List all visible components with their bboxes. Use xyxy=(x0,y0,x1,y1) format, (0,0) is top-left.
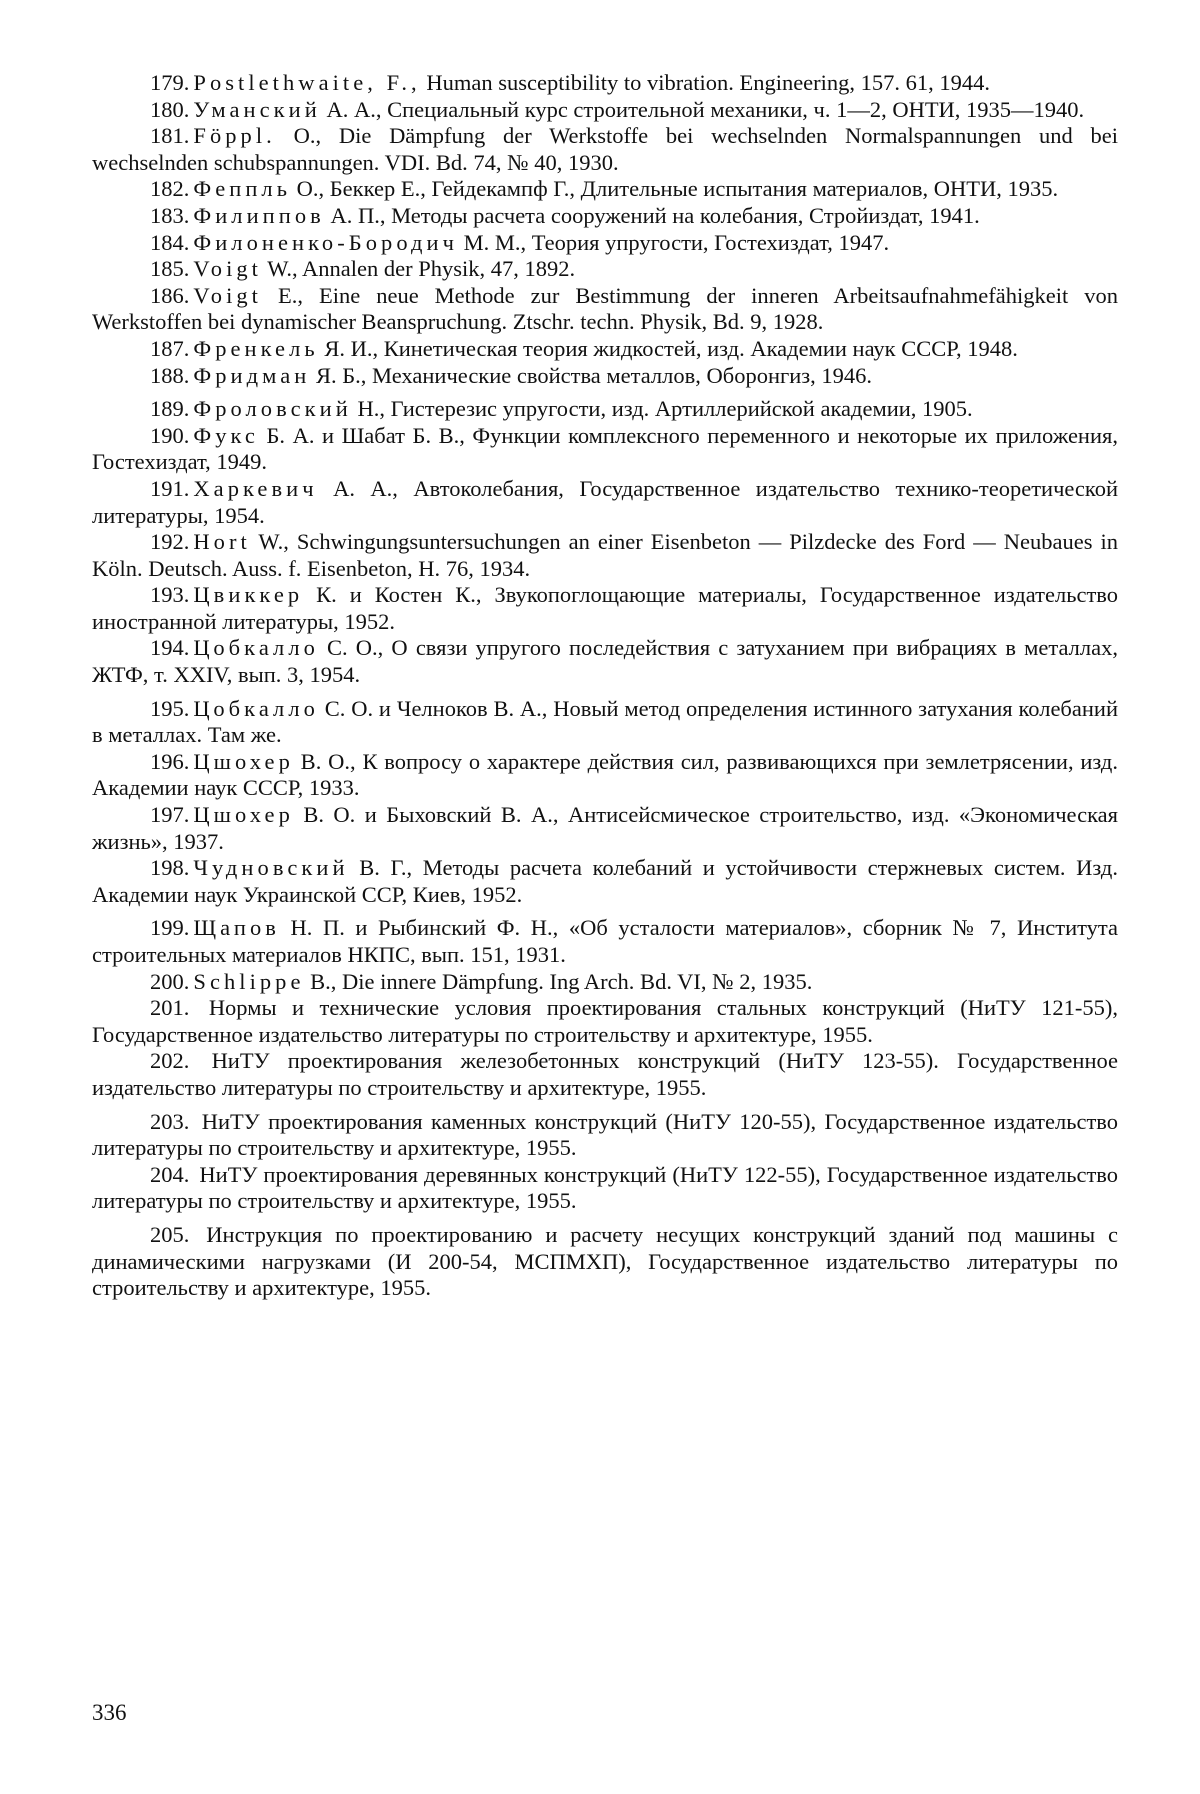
entry-author: Фридман xyxy=(193,362,311,388)
entry-text: W., Annalen der Physik, 47, 1892. xyxy=(261,256,576,282)
entry-number: 199. xyxy=(150,915,190,941)
bib-entry-179 xyxy=(92,70,1118,97)
bib-entry-192 xyxy=(92,529,1118,582)
bib-entry-187 xyxy=(92,336,1118,363)
entry-author: Френкель xyxy=(193,335,319,361)
bib-entry-196 xyxy=(92,749,1118,802)
bib-entry-203 xyxy=(92,1109,1118,1162)
entry-number: 186. xyxy=(150,282,190,308)
bib-entry-191 xyxy=(92,476,1118,529)
entry-number: 184. xyxy=(150,229,190,255)
entry-text: С. О., О связи упругого последействия с затуханием при вибрациях в металлах, ЖТФ, т. XXIV, вып. 3, 1954. xyxy=(92,635,1118,688)
entry-number: 188. xyxy=(150,362,190,388)
bibliography-page xyxy=(92,70,1118,1302)
entry-text: В. О. и Быховский В. А., Антисейсмическое строительство, изд. «Экономическая жизнь», 1937. xyxy=(92,802,1118,854)
entry-author: Филоненко-Бородич xyxy=(193,229,458,255)
entry-text: E., Eine neue Methode zur Bestimmung der inneren Arbeitsaufnahmefähigkeit von Werkstoffen bei dynamischer Beanspruchung. Ztschr. techn. Physik, Bd. 9, 1928. xyxy=(92,282,1118,335)
entry-text: O., Die Dämpfung der Werkstoffe bei wechselnden Normalspannungen und bei wechselnden schubspannungen. VDI. Bd. 74, № 40, 1930. xyxy=(92,123,1118,175)
entry-number: 204. xyxy=(150,1161,190,1187)
entry-number: 195. xyxy=(150,695,190,721)
entry-author: Postlethwaite, F., xyxy=(193,70,421,95)
entry-author: Фукс xyxy=(193,422,259,448)
entry-number: 187. xyxy=(150,335,190,361)
entry-author: Цшохер xyxy=(193,802,294,828)
entry-number: 192. xyxy=(150,529,190,555)
bib-entry-186 xyxy=(92,283,1118,336)
entry-text: В. О., К вопросу о характере действия сил, развивающихся при землетрясении, изд. Академии наук СССР, 1933. xyxy=(92,748,1118,801)
entry-author: Харкевич xyxy=(193,475,318,501)
entry-text: НиТУ проектирования деревянных конструкций (НиТУ 122-55), Государственное издательство литературы по строительству и архитектуре, 1955. xyxy=(92,1161,1118,1214)
entry-text: Я. И., Кинетическая теория жидкостей, изд. Академии наук СССР, 1948. xyxy=(318,335,1018,361)
entry-text: Н. П. и Рыбинский Ф. Н., «Об усталости материалов», сборник № 7, Института строительных материалов НКПС, вып. 151, 1931. xyxy=(92,915,1118,967)
entry-text: М. М., Теория упругости, Гостехиздат, 1947. xyxy=(457,229,890,255)
entry-number: 183. xyxy=(150,202,190,228)
entry-author: Уманский xyxy=(193,96,321,122)
entry-text: А. П., Методы расчета сооружений на колебания, Стройиздат, 1941. xyxy=(324,202,980,228)
entry-author: Чудновский xyxy=(193,855,349,881)
entry-text: В. Г., Методы расчета колебаний и устойчивости стержневых систем. Изд. Академии наук Украинской ССР, Киев, 1952. xyxy=(92,855,1118,907)
bib-entry-205 xyxy=(92,1222,1118,1302)
entry-number: 201. xyxy=(150,995,190,1021)
entry-text: Я. Б., Механические свойства металлов, Оборонгиз, 1946. xyxy=(310,362,873,388)
entry-number: 202. xyxy=(150,1048,190,1074)
bib-entry-198 xyxy=(92,855,1118,908)
entry-number: 196. xyxy=(150,748,190,774)
bib-entry-180 xyxy=(92,97,1118,124)
bib-entry-197 xyxy=(92,802,1118,855)
entry-author: Цшохер xyxy=(193,748,294,774)
bib-entry-200 xyxy=(92,969,1118,996)
entry-number: 198. xyxy=(150,855,190,881)
bib-entry-185 xyxy=(92,256,1118,283)
bib-entry-181 xyxy=(92,123,1118,176)
entry-number: 200. xyxy=(150,968,190,994)
entry-text: Н., Гистерезис упругости, изд. Артиллерийской академии, 1905. xyxy=(351,396,973,422)
entry-text: С. О. и Челноков В. А., Новый метод определения истинного затухания колебаний в металлах. Там же. xyxy=(92,695,1118,748)
entry-text: W., Schwingungsuntersuchungen an einer Eisenbeton — Pilzdecke des Ford — Neubaues in Köln. Deutsch. Auss. f. Eisenbeton, H. 76, 1934. xyxy=(92,529,1118,581)
entry-text: Б. А. и Шабат Б. В., Функции комплексного переменного и некоторые их приложения, Гостехиздат, 1949. xyxy=(92,422,1118,475)
entry-text: НиТУ проектирования железобетонных конструкций (НиТУ 123-55). Государственное издательство литературы по строительству и архитектуре, 1955. xyxy=(92,1048,1118,1100)
entry-author: Цобкалло xyxy=(193,695,319,721)
entry-number: 203. xyxy=(150,1108,190,1134)
entry-number: 182. xyxy=(150,176,190,202)
entry-number: 190. xyxy=(150,422,190,448)
bib-entry-193 xyxy=(92,582,1118,635)
entry-number: 205. xyxy=(150,1221,190,1247)
entry-author: Voigt xyxy=(193,256,262,282)
entry-text: К. и Костен К., Звукопоглощающие материалы, Государственное издательство иностранной литературы, 1952. xyxy=(92,582,1118,634)
entry-number: 193. xyxy=(150,582,190,608)
entry-number: 185. xyxy=(150,256,190,282)
entry-author: Föppl. xyxy=(193,123,276,149)
entry-text: А. А., Автоколебания, Государственное издательство технико-теоретической литературы, 1954. xyxy=(92,475,1118,528)
entry-number: 194. xyxy=(150,635,190,661)
page-number: 336 xyxy=(92,1700,127,1725)
entry-text: Инструкция по проектированию и расчету несущих конструкций зданий под машины с динамическими нагрузками (И 200-54, МСПМХП), Государственное издательство литературы по строительству и архитектуре, 1955. xyxy=(92,1221,1118,1301)
bib-entry-201 xyxy=(92,995,1118,1048)
entry-number: 189. xyxy=(150,396,190,422)
entry-text: НиТУ проектирования каменных конструкций (НиТУ 120-55), Государственное издательство литературы по строительству и архитектуре, 1955. xyxy=(92,1108,1118,1161)
entry-author: Цвиккер xyxy=(193,582,304,608)
entry-text: B., Die innere Dämpfung. Ing Arch. Bd. VI, № 2, 1935. xyxy=(304,968,813,994)
bib-entry-182 xyxy=(92,176,1118,203)
entry-text: О., Беккер Е., Гейдекампф Г., Длительные испытания материалов, ОНТИ, 1935. xyxy=(291,176,1059,202)
entry-author: Hort xyxy=(193,529,251,555)
entry-number: 179. xyxy=(150,70,190,95)
bib-entry-189 xyxy=(92,396,1118,423)
entry-author: Voigt xyxy=(193,282,262,308)
bib-entry-195 xyxy=(92,696,1118,749)
entry-author: Цобкалло xyxy=(193,635,319,661)
entry-author: Филиппов xyxy=(193,202,325,228)
bib-entry-199 xyxy=(92,915,1118,968)
entry-author: Щапов xyxy=(193,915,280,941)
bib-entry-183 xyxy=(92,203,1118,230)
entry-number: 197. xyxy=(150,802,190,828)
bib-entry-184 xyxy=(92,230,1118,257)
entry-author: Фроловский xyxy=(193,396,352,422)
bibliography-list xyxy=(92,70,1118,1302)
entry-number: 181. xyxy=(150,123,190,149)
bib-entry-204 xyxy=(92,1162,1118,1215)
entry-text: Human susceptibility to vibration. Engineering, 157. 61, 1944. xyxy=(420,70,991,95)
bib-entry-188 xyxy=(92,363,1118,390)
bib-entry-194 xyxy=(92,635,1118,688)
entry-author: Феппль xyxy=(193,176,292,202)
entry-number: 191. xyxy=(150,475,190,501)
bib-entry-202 xyxy=(92,1048,1118,1101)
entry-text: Нормы и технические условия проектирования стальных конструкций (НиТУ 121-55), Государственное издательство литературы по строительству и архитектуре, 1955. xyxy=(92,995,1118,1047)
entry-number: 180. xyxy=(150,96,190,122)
entry-author: Schlippe xyxy=(193,968,305,994)
entry-text: А. А., Специальный курс строительной механики, ч. 1—2, ОНТИ, 1935—1940. xyxy=(320,96,1085,122)
bib-entry-190 xyxy=(92,423,1118,476)
